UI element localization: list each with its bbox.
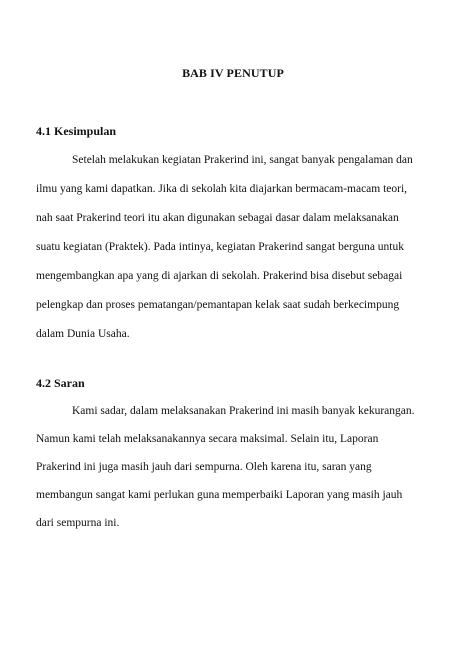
section-heading-saran: 4.2 Saran	[36, 376, 85, 390]
paragraph-line: dari sempurna ini.	[36, 517, 120, 529]
page-title: BAB IV PENUTUP	[182, 66, 284, 80]
paragraph-line: nah saat Prakerind teori itu akan digunakan sebagai dasar dalam melaksanakan	[36, 212, 399, 224]
section-heading-kesimpulan: 4.1 Kesimpulan	[36, 124, 117, 138]
paragraph-line: Kami sadar, dalam melaksanakan Prakerind ini masih banyak kekurangan.	[72, 405, 415, 417]
paragraph-line: Setelah melakukan kegiatan Prakerind ini, sangat banyak pengalaman dan	[72, 154, 413, 166]
paragraph-line: Namun kami telah melaksanakannya secara maksimal. Selain itu, Laporan	[36, 433, 379, 445]
paragraph-line: mengembangkan apa yang di ajarkan di sekolah. Prakerind bisa disebut sebagai	[36, 270, 403, 282]
paragraph-line: dalam Dunia Usaha.	[36, 328, 130, 340]
paragraph-line: pelengkap dan proses pematangan/pemantapan kelak saat sudah berkecimpung	[36, 299, 400, 311]
paragraph-line: Prakerind ini juga masih jauh dari sempurna. Oleh karena itu, saran yang	[36, 461, 372, 473]
paragraph-line: suatu kegiatan (Praktek). Pada intinya, kegiatan Prakerind sangat berguna untuk	[36, 241, 404, 253]
paragraph-line: ilmu yang kami dapatkan. Jika di sekolah kita diajarkan bermacam-macam teori,	[36, 183, 408, 195]
paragraph-line: membangun sangat kami perlukan guna memperbaiki Laporan yang masih jauh	[36, 489, 403, 501]
